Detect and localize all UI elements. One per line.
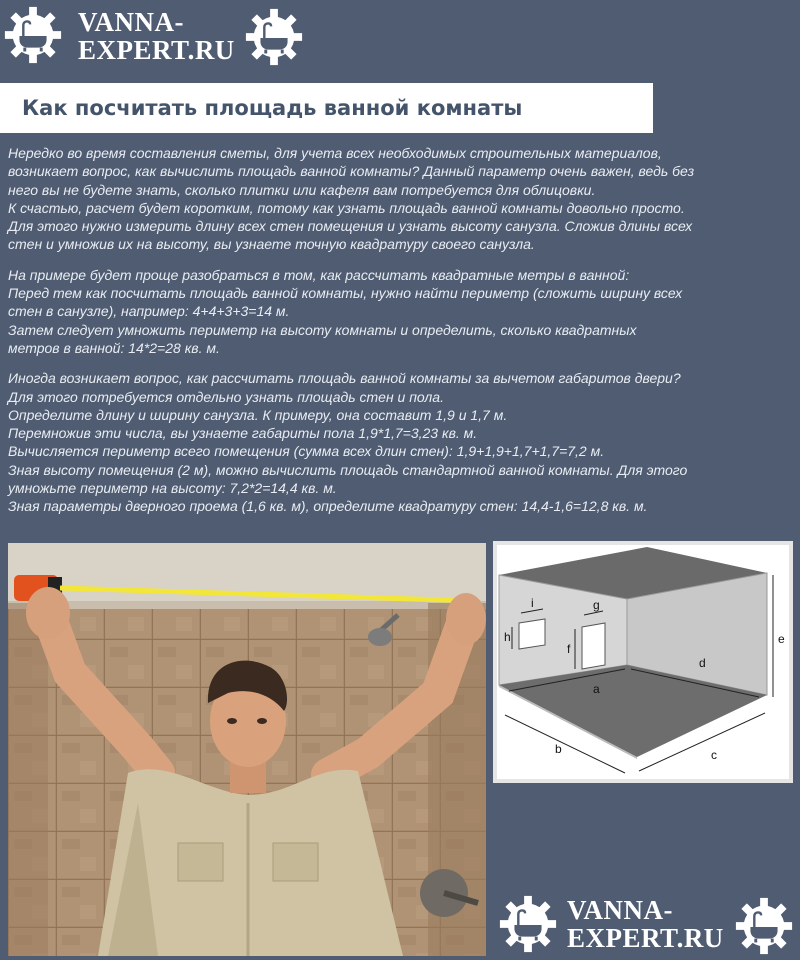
logo-line2: EXPERT.RU: [567, 923, 724, 953]
logo-line1: VANNA-: [78, 7, 185, 37]
gear-bathtub-icon: [733, 895, 795, 957]
article-line: Зная параметры дверного проема (1,6 кв. м), определите квадратуру стен: 14,4-1,6=12,8 кв. м.: [8, 498, 648, 515]
article-line: Определите длину и ширину санузла. К примеру, она составит 1,9 и 1,7 м.: [8, 406, 508, 423]
room-diagram-svg: [497, 545, 789, 779]
diagram-label-i: i: [531, 596, 534, 610]
diagram-label-f: f: [567, 642, 571, 656]
diagram-label-h: h: [504, 630, 511, 644]
article-line: Иногда возникает вопрос, как рассчитать площадь ванной комнаты за вычетом габаритов двери?: [8, 370, 681, 387]
article-line: Для этого нужно измерить длину всех стен помещения и узнать высоту санузла. Сложив длины всех: [8, 218, 693, 235]
article-paragraph: [8, 144, 794, 254]
gear-bathtub-icon: [2, 4, 64, 66]
photo-illustration: [8, 543, 486, 956]
article-line: него вы не будете знать, сколько плитки или кафеля вам потребуется для облицовки.: [8, 181, 596, 198]
article-line: Зная высоту помещения (2 м), можно вычислить площадь стандартной ванной комнаты. Для этого: [8, 461, 688, 478]
article-line: Нередко во время составления сметы, для учета всех необходимых строительных материалов,: [8, 145, 662, 161]
article-line: стен в санузле), например: 4+4+3+3=14 м.: [8, 303, 290, 320]
article-line: На примере будет проще разобраться в том, как рассчитать квадратные метры в ванной:: [8, 266, 630, 283]
article-line: возникает вопрос, как вычислить площадь ванной комнаты? Данный параметр очень важен, ведь без: [8, 163, 695, 180]
article-line: умножьте периметр на высоту: 7,2*2=14,4 кв. м.: [8, 480, 337, 497]
diagram-label-d: d: [699, 656, 706, 670]
article-line: Затем следует умножить периметр на высоту комнаты и определить, сколько квадратных: [8, 321, 637, 338]
title-bar: [0, 83, 653, 133]
diagram-label-b: b: [555, 742, 562, 756]
bathroom-measuring-photo: [8, 543, 486, 956]
site-logo-top[interactable]: [0, 0, 310, 72]
diagram-label-c: c: [711, 748, 717, 762]
article-line: метров в ванной: 14*2=28 кв. м.: [8, 339, 220, 356]
gear-bathtub-icon: [497, 893, 559, 955]
diagram-label-a: a: [593, 682, 600, 696]
diagram-label-g: g: [593, 598, 600, 612]
logo-line2: EXPERT.RU: [78, 35, 235, 65]
article-line: Вычисляется периметр всего помещения (сумма всех длин стен): 1,9+1,9+1,7+1,7=7,2 м.: [8, 443, 605, 460]
page-title: Как посчитать площадь ванной комнаты: [22, 96, 523, 120]
site-logo-bottom[interactable]: [495, 887, 800, 960]
article-line: Для этого потребуется отдельно узнать площадь стен и пола.: [8, 388, 444, 405]
logo-line1: VANNA-: [567, 895, 674, 925]
article-line: Перемножив эти числа, вы узнаете габариты пола 1,9*1,7=3,23 кв. м.: [8, 425, 478, 442]
article-paragraph: [8, 266, 794, 357]
article-body: [8, 144, 794, 516]
article-line: Перед тем как посчитать площадь ванной комнаты, нужно найти периметр (сложить ширину всех: [8, 285, 683, 302]
diagram-label-e: e: [778, 632, 785, 646]
article-line: К счастью, расчет будет коротким, потому как узнать площадь ванной комнаты довольно просто.: [8, 199, 685, 216]
article-paragraph: [8, 369, 794, 515]
gear-bathtub-icon: [243, 6, 305, 68]
article-line: стен и умножив их на высоту, вы узнаете точную квадратуру своего санузла.: [8, 236, 535, 253]
room-dimensions-diagram: [493, 541, 793, 783]
